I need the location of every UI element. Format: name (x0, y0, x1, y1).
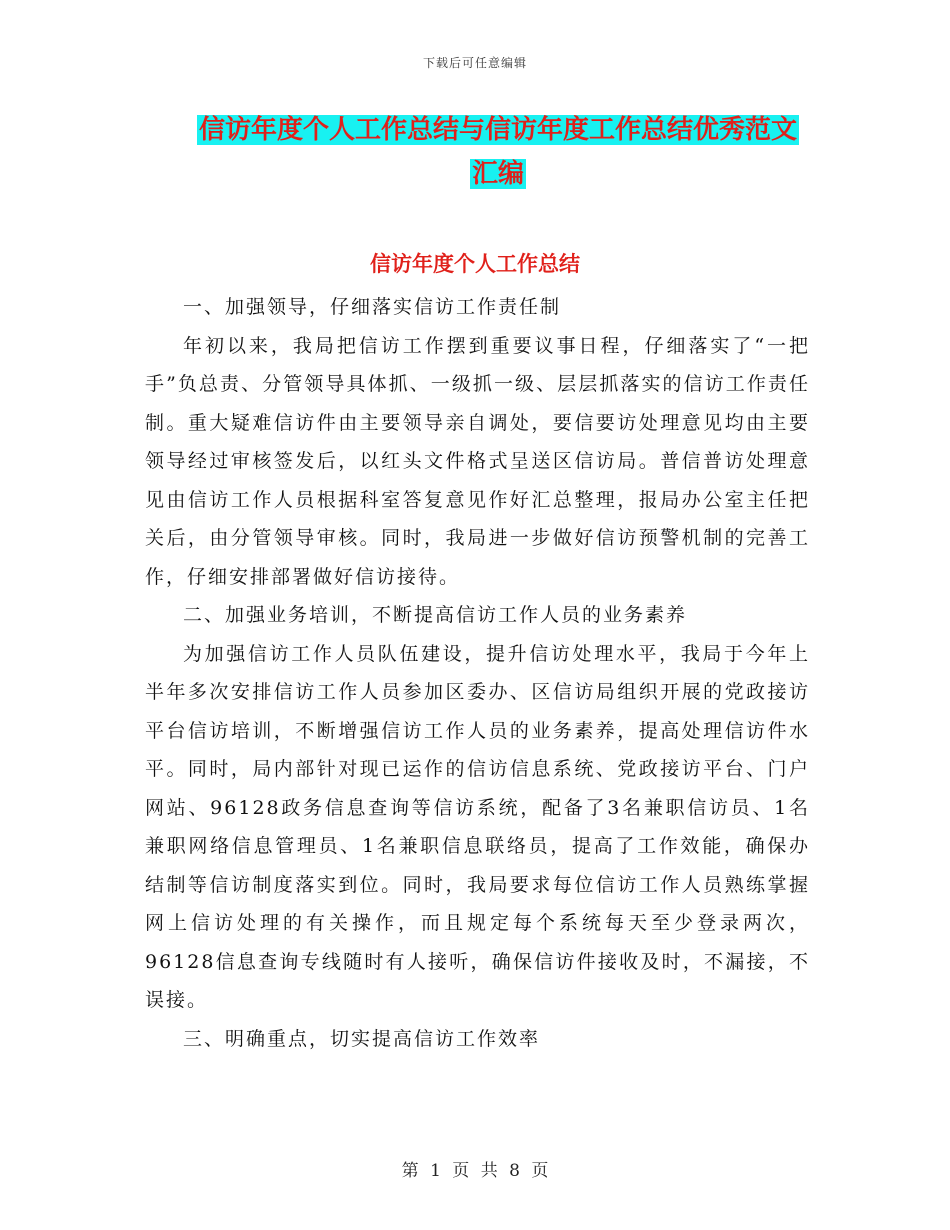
heading-2: 二、加强业务培训，不断提高信访工作人员的业务素养 (183, 604, 688, 626)
page-footer: 第 1 页 共 8 页 (401, 1161, 549, 1181)
section-title: 信访年度个人工作总结 (370, 252, 580, 276)
document-body (145, 288, 810, 1058)
document-title-line-1: 信访年度个人工作总结与信访年度工作总结优秀范文 (198, 115, 797, 145)
document-title (190, 108, 806, 196)
heading-1: 一、加强领导，仔细落实信访工作责任制 (183, 296, 562, 318)
paragraph-2: 为加强信访工作人员队伍建设，提升信访处理水平，我局于今年上半年多次安排信访工作人员参加区委办、区信访局组织开展的党政接访平台信访培训，不断增强信访工作人员的业务素养，提高处理信访件水平。同时，局内部针对现已运作的信访信息系统、党政接访平台、门户网站、96128政务信息查询等信访系统，配备了3名兼职信访员、1名兼职网络信息管理员、1名兼职信息联络员，提高了工作效能，确保办结制等信访制度落实到位。同时，我局要求每位信访工作人员熟练掌握网上信访处理的有关操作，而且规定每个系统每天至少登录两次，96128信息查询专线随时有人接听，确保信访件接收及时，不漏接，不误接。 (145, 642, 810, 1011)
heading-3: 三、明确重点，切实提高信访工作效率 (183, 1027, 541, 1050)
page-header-note: 下载后可任意编辑 (422, 56, 527, 70)
document-title-line-2: 汇编 (471, 159, 524, 189)
paragraph-1: 年初以来，我局把信访工作摆到重要议事日程，仔细落实了“一把手”负总责、分管领导具体抓、一级抓一级、层层抓落实的信访工作责任制。重大疑难信访件由主要领导亲自调处，要信要访处理意见均由主要领导经过审核签发后，以红头文件格式呈送区信访局。普信普访处理意见由信访工作人员根据科室答复意见作好汇总整理，报局办公室主任把关后，由分管领导审核。同时，我局进一步做好信访预警机制的完善工作，仔细安排部署做好信访接待。 (145, 334, 810, 588)
